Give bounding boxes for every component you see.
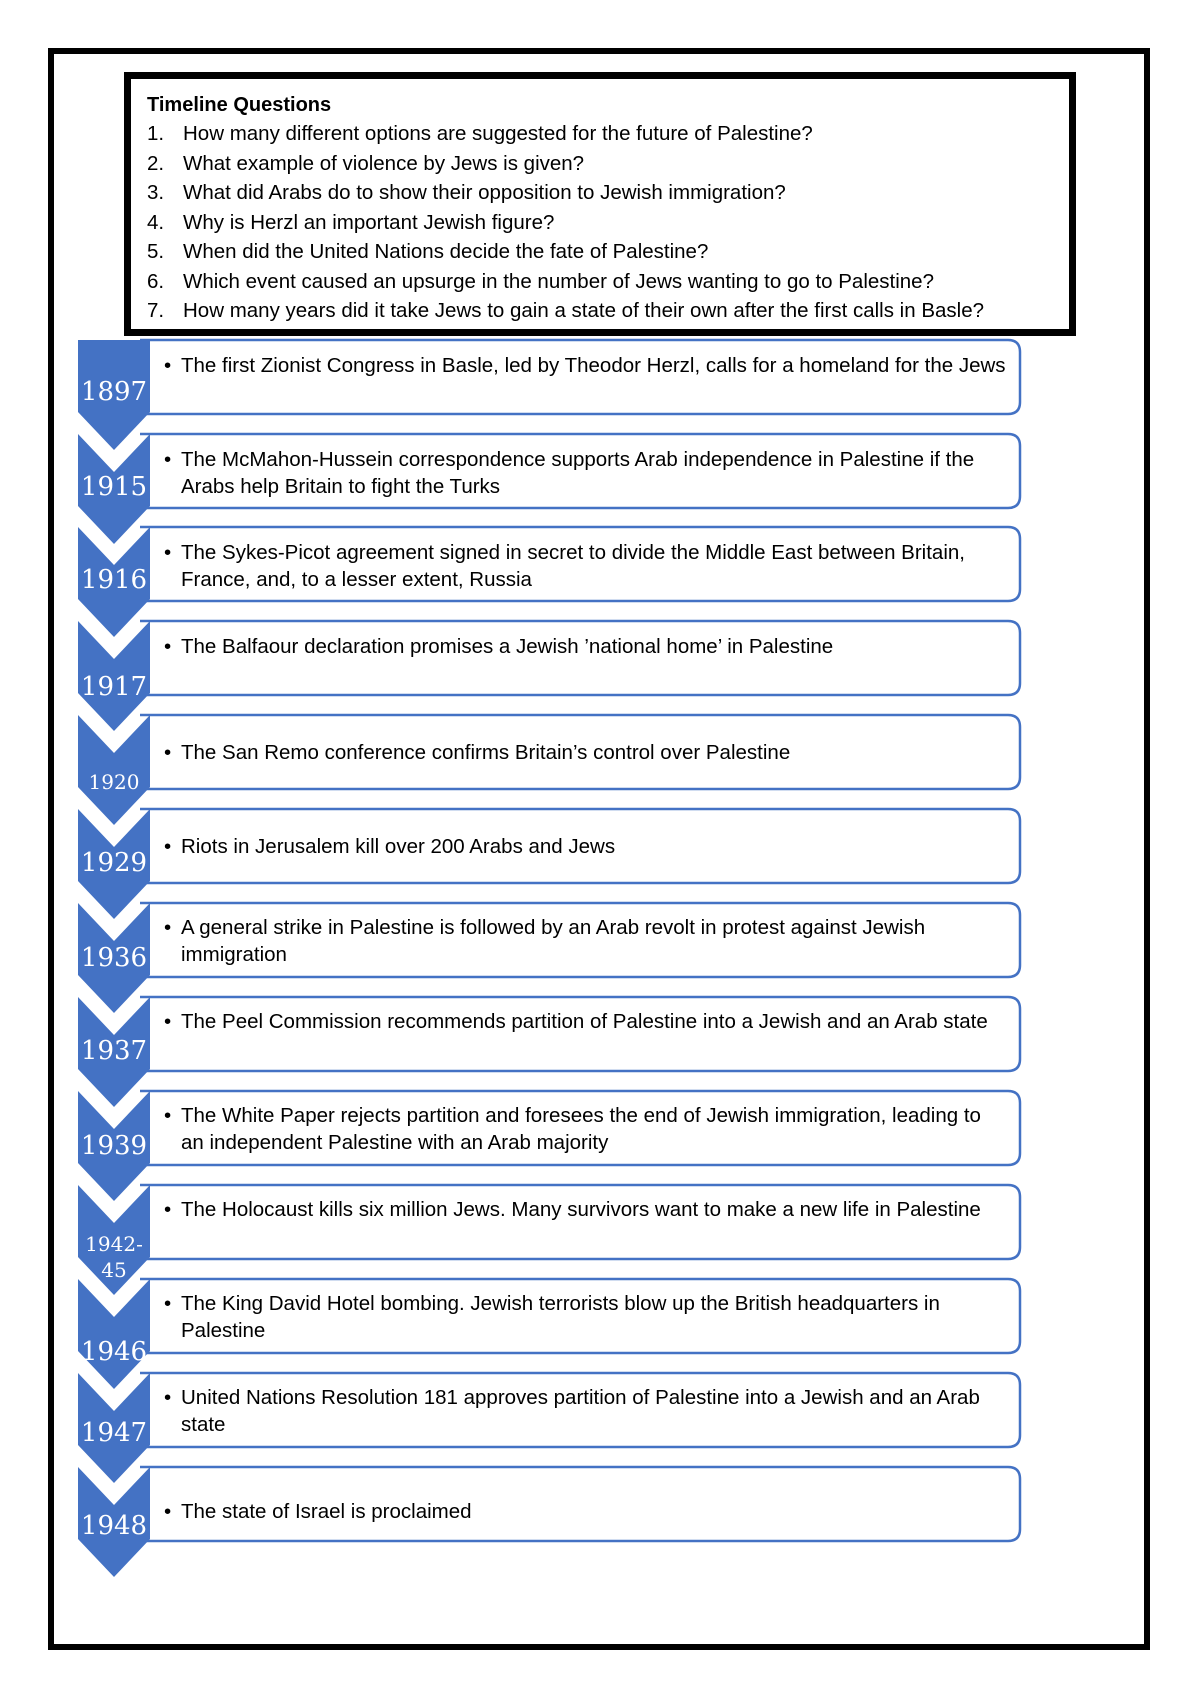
question-number: 6. [147, 269, 165, 293]
timeline-event-1947 [150, 1378, 1018, 1438]
event-text: A general strike in Palestine is followed by an Arab revolt in protest against Jewish immigration [181, 916, 926, 966]
year-label-1939: 1939 [80, 1131, 148, 1161]
questions-title: Timeline Questions [147, 94, 332, 116]
timeline-event-1948 [150, 1492, 1018, 1525]
timeline-event-1936 [150, 908, 1018, 968]
timeline-event-1920 [150, 733, 1018, 766]
bullet: • [164, 635, 172, 658]
question-text: Why is Herzl an important Jewish figure? [183, 210, 555, 234]
event-text: The state of Israel is proclaimed [181, 1500, 472, 1523]
question-number: 7. [147, 299, 165, 322]
year-label-1947: 1947 [80, 1418, 148, 1448]
year-label-1916: 1916 [80, 565, 148, 595]
year-label-1946: 1946 [80, 1337, 148, 1367]
bullet: • [164, 448, 172, 471]
bullet: • [164, 741, 172, 764]
bullet: • [164, 835, 172, 858]
bullet: • [164, 1386, 172, 1409]
year-label-1929: 1929 [80, 848, 148, 878]
question-number: 3. [147, 181, 165, 204]
event-text: The Holocaust kills six million Jews. Many survivors want to make a new life in Palestine [181, 1198, 981, 1221]
event-text: The Sykes-Picot agreement signed in secret to divide the Middle East between Britain, France, and, to a lesser extent, Russia [181, 541, 965, 591]
question-number: 1. [147, 122, 165, 145]
event-text: The McMahon-Hussein correspondence supports Arab independence in Palestine if the Arabs help Britain to fight the Turks [181, 448, 975, 498]
timeline-event-1915 [150, 440, 1018, 500]
timeline-event-1897 [150, 346, 1018, 379]
bullet: • [164, 1104, 172, 1127]
bullet: • [164, 1292, 172, 1315]
timeline-event-1937 [150, 1002, 1018, 1035]
event-text: The Balfaour declaration promises a Jewish ’national home’ in Palestine [181, 635, 834, 658]
year-label-1942-45 [74, 1231, 154, 1283]
year-label-1920: 1920 [88, 770, 140, 794]
year-label-1937: 1937 [80, 1036, 148, 1066]
bullet: • [164, 541, 172, 564]
question-text: How many years did it take Jews to gain a state of their own after the first calls in Basle? [183, 299, 985, 322]
timeline-event-1916 [150, 533, 1018, 593]
question-number: 5. [147, 240, 165, 263]
bullet: • [164, 1010, 172, 1033]
question-number: 4. [147, 210, 165, 234]
question-text: How many different options are suggested for the future of Palestine? [183, 122, 813, 145]
year-label-1897: 1897 [80, 377, 148, 407]
year-label-line: 45 [101, 1258, 127, 1282]
year-label-1948: 1948 [80, 1511, 148, 1541]
bullet: • [164, 354, 172, 377]
timeline-event-1939 [150, 1096, 1018, 1156]
event-text: United Nations Resolution 181 approves partition of Palestine into a Jewish and an Arab state [181, 1386, 980, 1436]
event-text: The King David Hotel bombing. Jewish terrorists blow up the British headquarters in Palestine [181, 1292, 940, 1342]
question-number: 2. [147, 151, 165, 175]
bullet: • [164, 1198, 172, 1221]
timeline-event-1929 [150, 827, 1018, 860]
event-text: The San Remo conference confirms Britain’s control over Palestine [181, 741, 791, 764]
timeline-event-1946 [150, 1284, 1018, 1344]
question-text: When did the United Nations decide the fate of Palestine? [183, 240, 709, 263]
year-chevron-1946 [78, 1279, 150, 1389]
question-text: Which event caused an upsurge in the number of Jews wanting to go to Palestine? [183, 269, 934, 293]
timeline-event-1917 [150, 627, 1018, 660]
event-text: The first Zionist Congress in Basle, led by Theodor Herzl, calls for a homeland for the Jews [181, 354, 1006, 377]
event-text: Riots in Jerusalem kill over 200 Arabs and Jews [181, 835, 616, 858]
year-label-1936: 1936 [80, 943, 148, 973]
year-label-1915: 1915 [80, 472, 148, 502]
year-label-line: 1942- [85, 1232, 143, 1256]
bullet: • [164, 916, 172, 939]
event-text: The Peel Commission recommends partition of Palestine into a Jewish and an Arab state [181, 1010, 988, 1033]
question-text: What example of violence by Jews is given? [183, 151, 585, 175]
event-text: The White Paper rejects partition and foresees the end of Jewish immigration, leading to an independent Palestine with an Arab majority [181, 1104, 981, 1154]
timeline-event-1942-45 [150, 1190, 1018, 1223]
bullet: • [164, 1500, 172, 1523]
year-label-1917: 1917 [80, 672, 148, 702]
question-text: What did Arabs do to show their opposition to Jewish immigration? [183, 181, 786, 204]
